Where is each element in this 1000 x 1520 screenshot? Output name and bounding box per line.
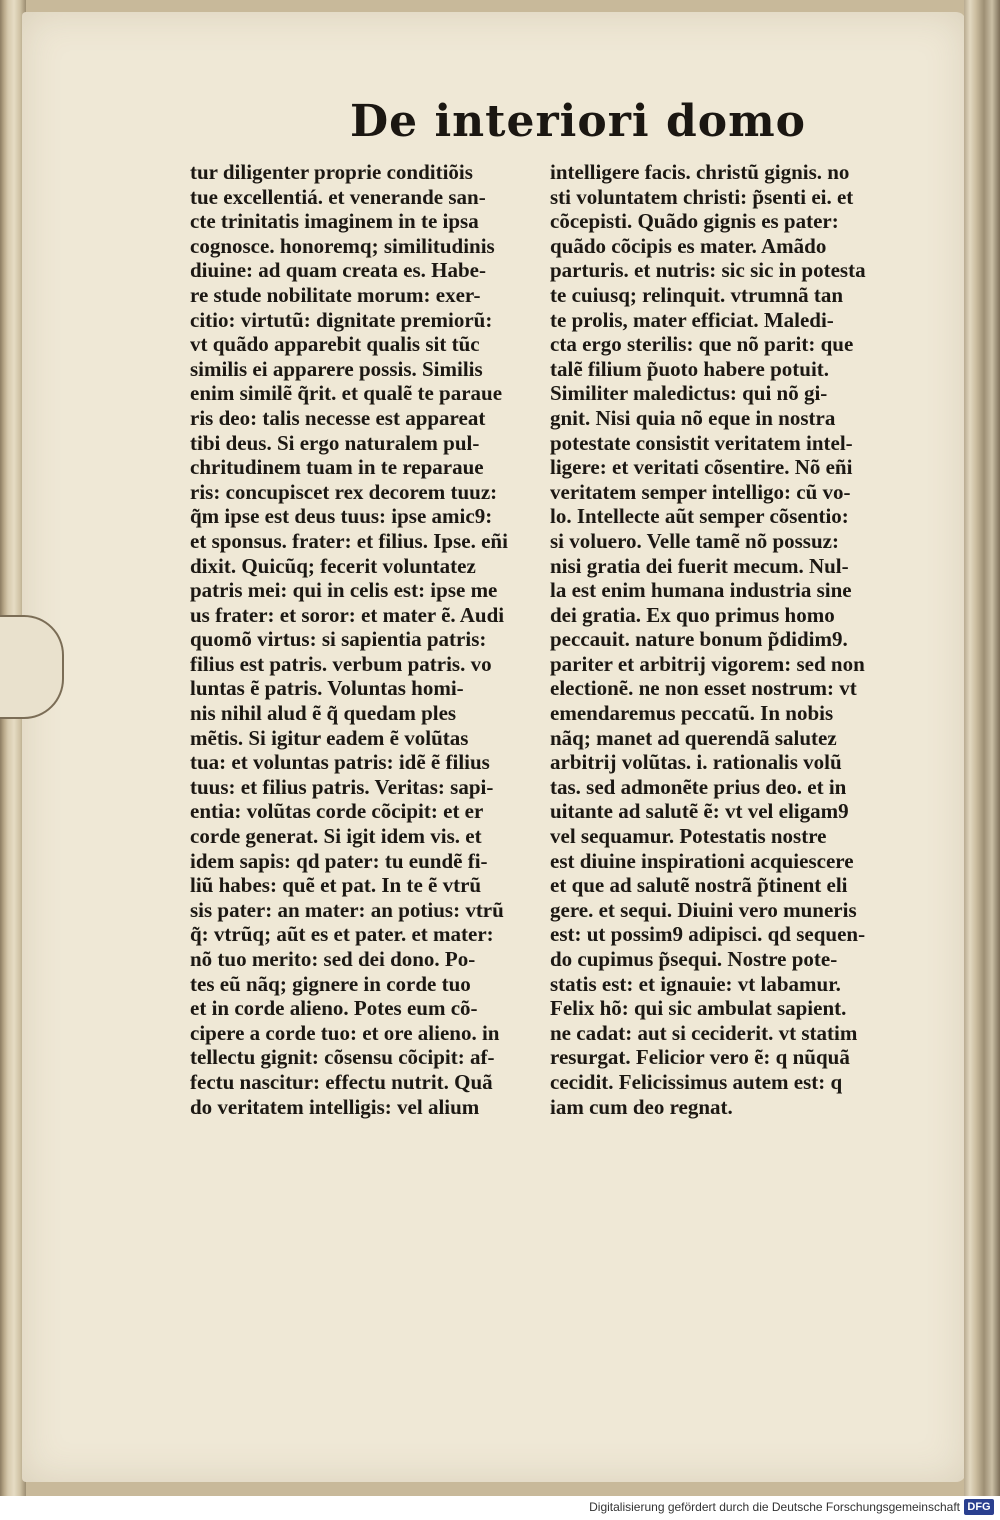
text-line: et que ad salutẽ nostrã p̃tinent eli [550,873,848,898]
text-line: la est enim humana industria sine [550,578,852,603]
text-line: uitante ad salutẽ ẽ: vt vel eligam9 [550,799,849,824]
text-line: et sponsus. frater: et filius. Ipse. eñi [190,528,508,553]
text-line: cõcepisti. Quãdo gignis es pater: [550,209,839,234]
right-text-column [550,160,890,1119]
text-line: tas. sed admonẽte prius deo. et in [550,774,847,799]
text-line: vt quãdo apparebit qualis sit tũc [190,332,480,357]
text-line: filius est patris. verbum patris. vo [190,651,492,676]
text-line: veritatem semper intelligo: cũ vo- [550,479,851,504]
text-line: lo. Intellecte aũt semper cõsentio: [550,504,849,529]
text-line: liũ habes: quẽ et pat. In te ẽ vtrũ [190,873,482,898]
text-line: ris deo: talis necesse est appareat [190,405,486,430]
funding-credit: Digitalisierung gefördert durch die Deutsche Forschungsgemeinschaft [589,1500,960,1514]
text-line: sis pater: an mater: an potius: vtrũ [190,897,504,922]
text-line: iam cum deo regnat. [550,1094,733,1119]
text-line: chritudinem tuam in te reparaue [190,455,484,480]
text-line: ne cadat: aut si ceciderit. vt statim [550,1020,858,1045]
text-line: est: ut possim9 adipisci. qd sequen- [550,922,866,947]
text-line: talẽ filium p̃uoto habere potuit. [550,356,830,381]
text-line: ligere: et veritati cõsentire. Nõ eñi [550,455,853,480]
text-line: gere. et sequi. Diuini vero muneris [550,897,857,922]
text-line: intelligere facis. christũ gignis. no [550,160,850,184]
text-line: nõ tuo merito: sed dei dono. Po- [190,947,476,971]
text-line: nãq; manet ad querendã salutez [550,725,837,750]
text-line: tur diligenter proprie conditiõis [190,160,473,184]
text-line: do cupimus p̃sequi. Nostre pote- [550,947,838,971]
text-line: emendaremus peccatũ. In nobis [550,701,834,726]
text-line: te prolis, mater efficiat. Maledi- [550,307,834,332]
text-line: patris mei: qui in celis est: ipse me [190,578,498,603]
bookmark-tab [0,615,64,719]
text-line: similis ei apparere possis. Similis [190,356,483,381]
text-line: parturis. et nutris: sic sic in potesta [550,258,866,283]
text-line: luntas ẽ patris. Voluntas homi- [190,676,464,701]
text-line: corde generat. Si igit idem vis. et [190,824,482,849]
text-line: nisi gratia dei fuerit mecum. Nul- [550,553,849,578]
left-text-column [190,160,528,1119]
text-line: ris: concupiscet rex decorem tuuz: [190,479,498,504]
text-line: electionẽ. ne non esset nostrum: vt [550,676,857,701]
text-line: et in corde alieno. Potes eum cõ- [190,996,478,1021]
text-line: mẽtis. Si igitur eadem ẽ volũtas [190,725,469,750]
dfg-logo: DFG [964,1499,994,1515]
text-line: pariter et arbitrij vigorem: sed non [550,651,865,676]
text-line: quãdo cõcipis es mater. Amãdo [550,233,827,258]
ink-show-through [186,1168,886,1214]
text-line: tellectu gignit: cõsensu cõcipit: af- [190,1045,495,1070]
text-line: arbitrij volũtas. i. rationalis volũ [550,750,842,775]
text-line: cipere a corde tuo: et ore alieno. in [190,1020,500,1045]
running-head: De interiori domo [350,96,806,147]
text-line: cta ergo sterilis: que nõ parit: que [550,332,854,357]
text-line: tibi deus. Si ergo naturalem pul- [190,430,480,455]
text-line: dei gratia. Ex quo primus homo [550,602,835,627]
text-line: q̃m ipse est deus tuus: ipse amic9: [190,504,493,529]
text-line: quomõ virtus: si sapientia patris: [190,627,487,652]
text-line: te cuiusq; relinquit. vtrumnã tan [550,282,844,307]
text-line: vel sequamur. Potestatis nostre [550,824,827,849]
text-line: Felix hõ: qui sic ambulat sapient. [550,996,847,1021]
text-line: fectu nascitur: effectu nutrit. Quã [190,1069,493,1094]
text-line: tes eũ nãq; gignere in corde tuo [190,971,471,996]
text-line: tua: et voluntas patris: idẽ ẽ filius [190,750,490,775]
text-line: dixit. Quicũq; fecerit voluntatez [190,553,476,578]
text-line: cte trinitatis imaginem in te ipsa [190,209,479,234]
text-line: enim similẽ q̃rit. et qualẽ te paraue [190,381,503,406]
text-line: citio: virtutũ: dignitate premiorũ: [190,307,493,332]
text-line: resurgat. Felicior vero ẽ: q nũquã [550,1045,850,1070]
text-line: potestate consistit veritatem intel- [550,430,853,455]
text-line: tuus: et filius patris. Veritas: sapi- [190,774,494,799]
text-line: statis est: et ignauie: vt labamur. [550,971,841,996]
text-line: nis nihil alud ẽ q̃ quedam ples [190,701,457,726]
text-line: do veritatem intelligis: vel alium [190,1094,480,1119]
text-line: cognosce. honoremq; similitudinis [190,233,495,258]
text-line: diuine: ad quam creata es. Habe- [190,258,486,283]
text-line: peccauit. nature bonum p̃didim9. [550,627,848,652]
text-line: gnit. Nisi quia nõ eque in nostra [550,405,836,430]
text-line: re stude nobilitate morum: exer- [190,282,481,307]
text-line: tue excellentiá. et venerande san- [190,184,486,209]
text-line: q̃: vtrũq; aũt es et pater. et mater: [190,922,494,947]
text-line: entia: volũtas corde cõcipit: et er [190,799,484,824]
text-line: Similiter maledictus: qui nõ gi- [550,381,828,406]
text-line: sti voluntatem christi: p̃senti ei. et [550,184,854,209]
text-line: cecidit. Felicissimus autem est: q [550,1069,843,1094]
text-line: us frater: et soror: et mater ẽ. Audi [190,602,505,627]
text-line: si voluero. Velle tamẽ nõ possuz: [550,528,839,553]
text-line: est diuine inspirationi acquiescere [550,848,854,873]
page-fore-edge [964,0,1000,1496]
text-line: idem sapis: qd pater: tu eundẽ fi- [190,848,488,873]
